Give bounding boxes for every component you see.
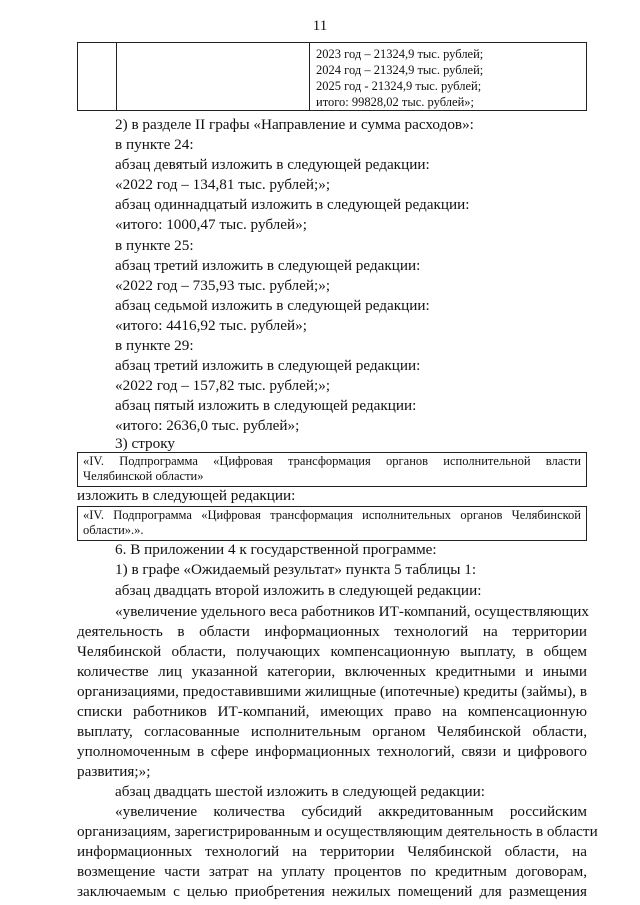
table-column-divider bbox=[309, 43, 310, 110]
text-line: «итого: 2636,0 тыс. рублей»; bbox=[115, 417, 300, 434]
text-line: «2022 год – 735,93 тыс. рублей;»; bbox=[115, 277, 331, 294]
text-line: «итого: 4416,92 тыс. рублей»; bbox=[115, 317, 307, 334]
old-row-line: Челябинской области» bbox=[83, 469, 204, 483]
text-line: развития;»; bbox=[77, 763, 151, 780]
text-line: абзац третий изложить в следующей редакции: bbox=[115, 357, 421, 374]
budget-table-fragment bbox=[77, 42, 587, 111]
table-cell-amounts bbox=[316, 46, 483, 110]
text-line: «2022 год – 157,82 тыс. рублей;»; bbox=[115, 377, 331, 394]
text-line: возмещение части затрат на уплату процентов по кредитным договорам, bbox=[77, 863, 587, 880]
page-number: 11 bbox=[312, 18, 328, 34]
old-row-line: «IV. Подпрограмма «Цифровая трансформация органов исполнительной власти bbox=[83, 454, 581, 468]
text-line: абзац двадцать второй изложить в следующей редакции: bbox=[115, 582, 482, 599]
new-row-line: «IV. Подпрограмма «Цифровая трансформация исполнительных органов Челябинской bbox=[83, 508, 581, 522]
text-line: в пункте 25: bbox=[115, 237, 194, 254]
old-row-box bbox=[77, 452, 587, 487]
text-line: абзац третий изложить в следующей редакции: bbox=[115, 257, 421, 274]
table-line: итого: 99828,02 тыс. рублей»; bbox=[316, 95, 474, 109]
text-line: абзац седьмой изложить в следующей редакции: bbox=[115, 297, 430, 314]
text-line: уполномоченным в сфере информационных технологий, связи и цифрового bbox=[77, 743, 587, 760]
text-line: «увеличение количества субсидий аккредитованным российским bbox=[115, 803, 587, 820]
text-line: «2022 год – 134,81 тыс. рублей;»; bbox=[115, 176, 331, 193]
text-line: списки работников ИТ-компаний, имеющих право на компенсационную bbox=[77, 703, 587, 720]
text-line: в пункте 24: bbox=[115, 136, 194, 153]
text-line: организациями, предоставившими жилищные (ипотечные) кредиты (займы), в bbox=[77, 683, 587, 700]
text-line: «итого: 1000,47 тыс. рублей»; bbox=[115, 216, 307, 233]
text-line: абзац одиннадцатый изложить в следующей редакции: bbox=[115, 196, 470, 213]
text-line: в пункте 29: bbox=[115, 337, 194, 354]
text-line: деятельность в области информационных технологий на территории bbox=[77, 623, 587, 640]
text-line: изложить в следующей редакции: bbox=[77, 487, 296, 504]
text-line: абзац девятый изложить в следующей редакции: bbox=[115, 156, 430, 173]
text-line: «увеличение удельного веса работников ИТ-компаний, осуществляющих bbox=[115, 603, 589, 620]
table-line: 2025 год - 21324,9 тыс. рублей; bbox=[316, 79, 482, 93]
text-line: заключаемым с целью приобретения нежилых помещений для размещения bbox=[77, 883, 587, 900]
new-row-box bbox=[77, 506, 587, 541]
table-column-divider bbox=[116, 43, 117, 110]
text-line: абзац пятый изложить в следующей редакции: bbox=[115, 397, 417, 414]
text-line: выплату, согласованные исполнительным органом Челябинской области, bbox=[77, 723, 587, 740]
text-line: 3) строку bbox=[115, 435, 175, 452]
text-line: организациям, зарегистрированным и осуществляющим деятельность в области bbox=[77, 823, 598, 840]
text-line: абзац двадцать шестой изложить в следующей редакции: bbox=[115, 783, 485, 800]
text-line: 6. В приложении 4 к государственной программе: bbox=[115, 541, 437, 558]
text-line: 2) в разделе II графы «Направление и сумма расходов»: bbox=[115, 116, 474, 133]
table-line: 2024 год – 21324,9 тыс. рублей; bbox=[316, 63, 484, 77]
text-line: информационных технологий на территории Челябинской области, на bbox=[77, 843, 587, 860]
text-line: Челябинской области, получающих компенсационную выплату, в общем bbox=[77, 643, 587, 660]
text-line: количестве лиц указанной категории, включенных кредитными и иными bbox=[77, 663, 587, 680]
table-line: 2023 год – 21324,9 тыс. рублей; bbox=[316, 47, 484, 61]
text-line: 1) в графе «Ожидаемый результат» пункта 5 таблицы 1: bbox=[115, 561, 477, 578]
new-row-line: области».». bbox=[83, 523, 144, 537]
